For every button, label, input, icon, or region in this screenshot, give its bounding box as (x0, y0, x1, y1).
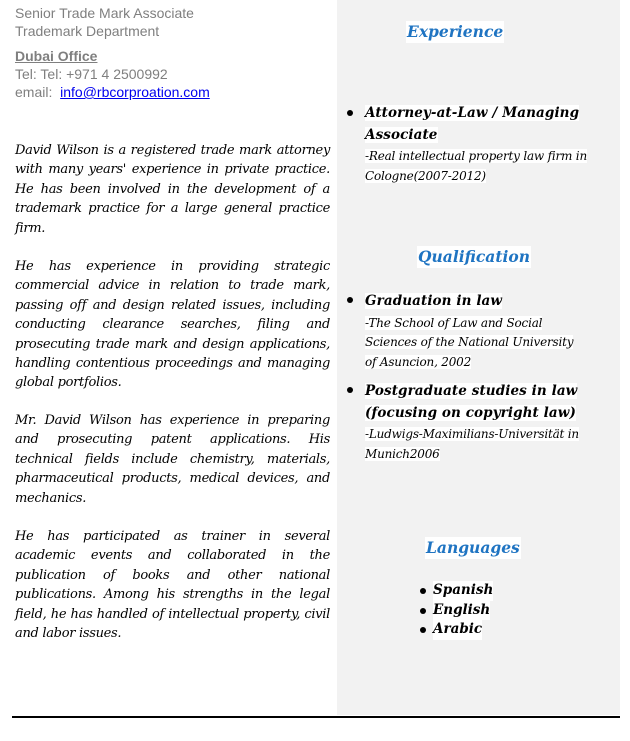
bullet-icon (420, 627, 426, 633)
language-label: Arabic (433, 620, 482, 640)
qualification-title: Graduation in law (365, 293, 503, 309)
bio-paragraph: David Wilson is a registered trade mark attorney with many years' experience in private practice. He has been involved in the development of a trademark practice for a large general practice firm. (15, 143, 330, 236)
bullet-icon (347, 110, 353, 116)
experience-item (347, 102, 612, 184)
email-label: email: (15, 84, 53, 100)
languages-heading: Languages (426, 538, 520, 557)
experience-title: Attorney-at-Law / Managing Associate (365, 105, 580, 143)
email-link[interactable]: info@rbcorproation.com (60, 84, 210, 100)
qualification-title: Postgraduate studies in law (focusing on copyright law) (365, 383, 578, 421)
qualification-detail: -The School of Law and Social Sciences of the National University of Asuncion, 2002 (365, 315, 574, 369)
email-line (15, 83, 210, 101)
language-label: Spanish (433, 581, 493, 601)
department: Trademark Department (15, 23, 160, 39)
bottom-divider (12, 716, 620, 718)
bullet-icon (420, 608, 426, 614)
bullet-icon (347, 297, 353, 303)
office-name: Dubai Office (15, 48, 98, 64)
bio-paragraph: Mr. David Wilson has experience in preparing and prosecuting patent applications. His technical fields include chemistry, materials, pharmaceutical products, medical devices, and mechanics. (15, 413, 330, 506)
sidebar-panel (337, 0, 620, 715)
job-title: Senior Trade Mark Associate (15, 5, 194, 21)
qualification-heading: Qualification (418, 247, 530, 266)
experience-heading: Experience (407, 22, 504, 41)
qualification-item (347, 380, 612, 462)
bullet-icon (347, 387, 353, 393)
bio-paragraph: He has participated as trainer in several academic events and collaborated in the publication of books and other national publications. Among his strengths in the legal field, he has handled of intellectual property, civil and labor issues. (15, 529, 330, 642)
bullet-icon (420, 588, 426, 594)
qualification-detail: -Ludwigs-Maximilians-Universität in Munich2006 (365, 427, 579, 461)
bio-paragraph: He has experience in providing strategic commercial advice in relation to trade mark, passing off and design related issues, including conducting clearance searches, filing and prosecuting trade mark and design applications, handling contentious proceedings and managing global portfolios. (15, 259, 330, 391)
qualification-item (347, 290, 612, 370)
phone-number: Tel: Tel: +971 4 2500992 (15, 66, 168, 82)
language-label: English (433, 601, 490, 621)
experience-detail: -Real intellectual property law firm in Cologne(2007-2012) (365, 149, 587, 183)
